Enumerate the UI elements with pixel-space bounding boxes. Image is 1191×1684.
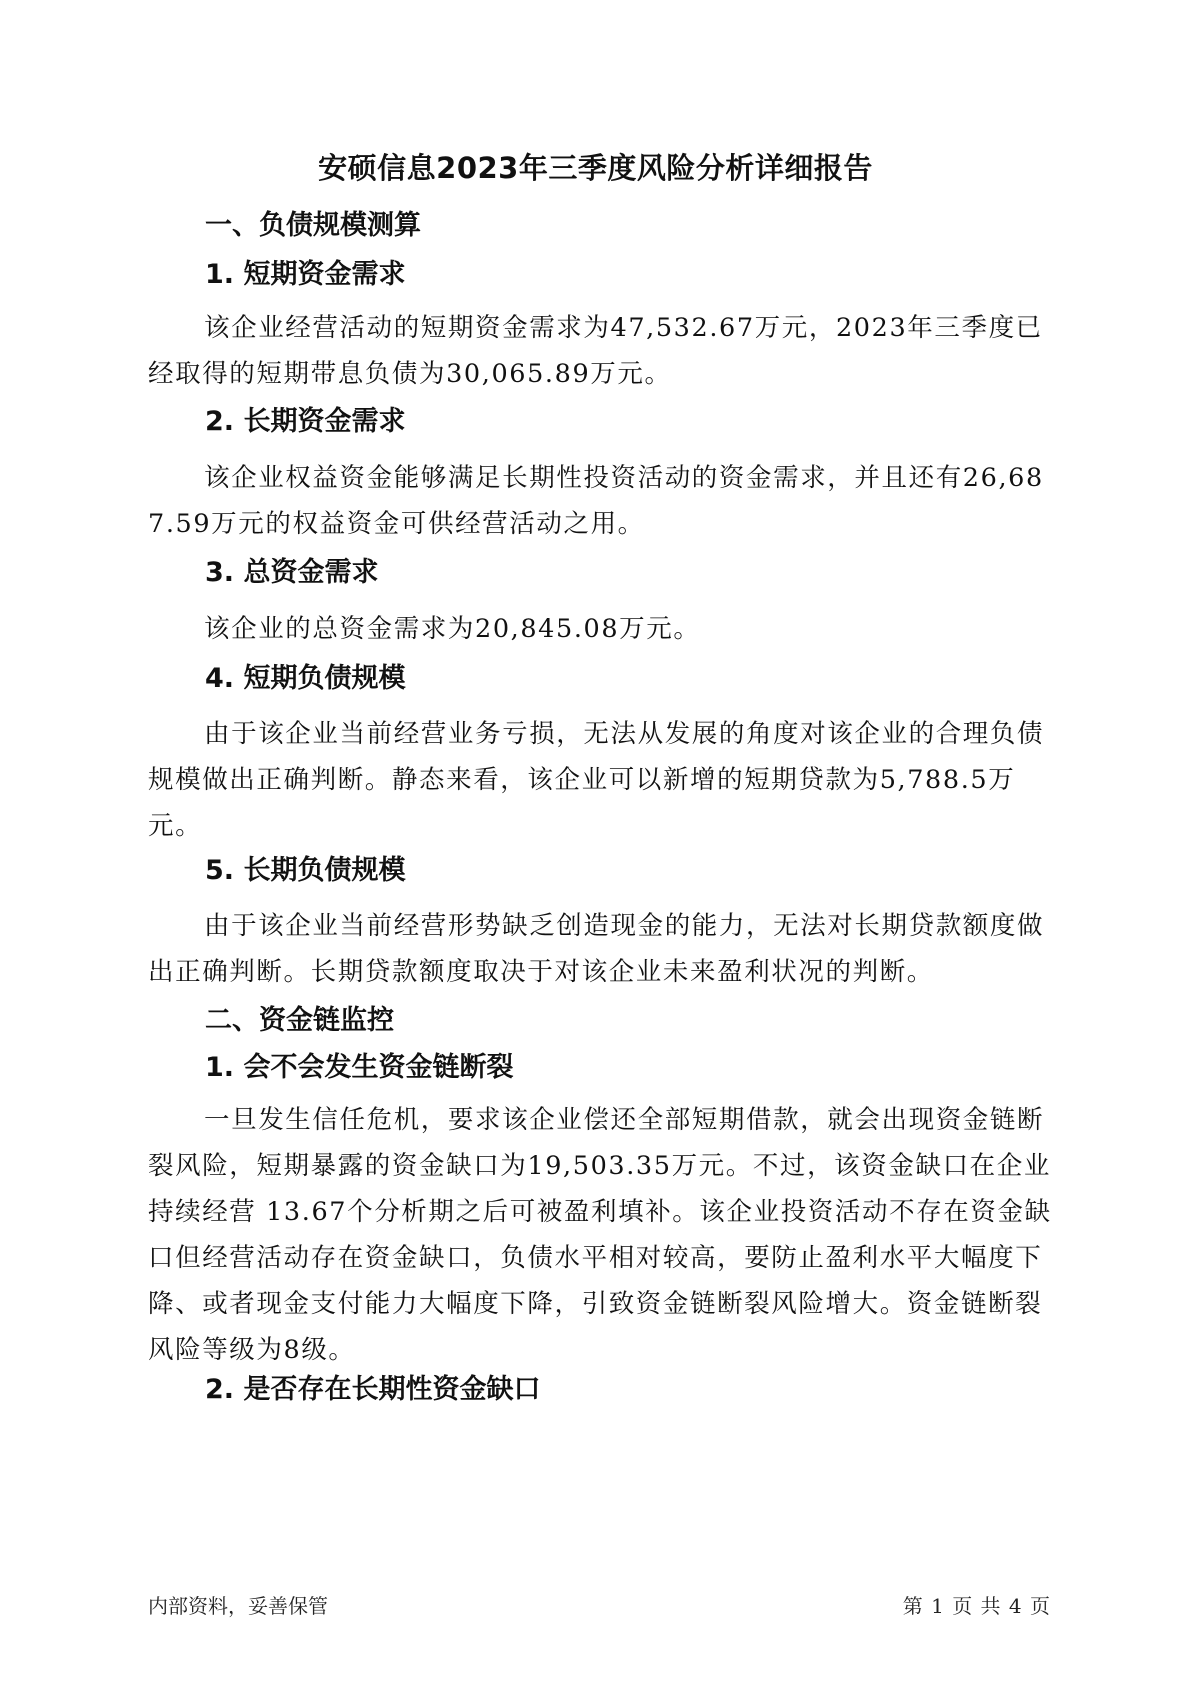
subheading-long-term-funding: 2. 长期资金需求 <box>205 406 406 437</box>
subheading-short-term-debt-scale: 4. 短期负债规模 <box>205 663 406 694</box>
subheading-short-term-funding: 1. 短期资金需求 <box>205 259 406 290</box>
paragraph-long-term-funding: 该企业权益资金能够满足长期性投资活动的资金需求，并且还有26,687.59万元的权益资金可供经营活动之用。 <box>148 463 1044 539</box>
section-heading-capital-chain: 二、资金链监控 <box>205 1005 394 1036</box>
footer-confidential-note: 内部资料，妥善保管 <box>148 1594 328 1618</box>
paragraph-long-term-debt-scale: 由于该企业当前经营形势缺乏创造现金的能力，无法对长期贷款额度做出正确判断。长期贷款额度取决于对该企业未来盈利状况的判断。 <box>148 911 1045 987</box>
report-title: 安硕信息2023年三季度风险分析详细报告 <box>318 151 873 185</box>
subheading-total-funding: 3. 总资金需求 <box>205 557 379 588</box>
footer-page-number: 第 1 页 共 4 页 <box>902 1594 1051 1618</box>
paragraph-chain-break-risk: 一旦发生信任危机，要求该企业偿还全部短期借款，就会出现资金链断裂风险，短期暴露的资金缺口为19,503.35万元。不过，该资金缺口在企业持续经营 13.67个分析期之后可被盈利填补。该企业投资活动不存在资金缺口但经营活动存在资金缺口，负债水平相对较高，要防止盈利水平大幅度下降、或者现金支付能力大幅度下降，引致资金链断裂风险增大。资金链断裂风险等级为8级。 <box>148 1105 1052 1365</box>
subheading-chain-break-risk: 1. 会不会发生资金链断裂 <box>205 1052 514 1083</box>
section-heading-debt-scale: 一、负债规模测算 <box>205 210 421 241</box>
subheading-long-term-gap: 2. 是否存在长期性资金缺口 <box>205 1374 541 1405</box>
subheading-long-term-debt-scale: 5. 长期负债规模 <box>205 855 406 886</box>
paragraph-total-funding: 该企业的总资金需求为20,845.08万元。 <box>204 614 701 644</box>
paragraph-short-term-funding: 该企业经营活动的短期资金需求为47,532.67万元，2023年三季度已经取得的短期带息负债为30,065.89万元。 <box>148 313 1043 389</box>
paragraph-short-term-debt-scale: 由于该企业当前经营业务亏损，无法从发展的角度对该企业的合理负债规模做出正确判断。静态来看，该企业可以新增的短期贷款为5,788.5万元。 <box>148 719 1045 841</box>
